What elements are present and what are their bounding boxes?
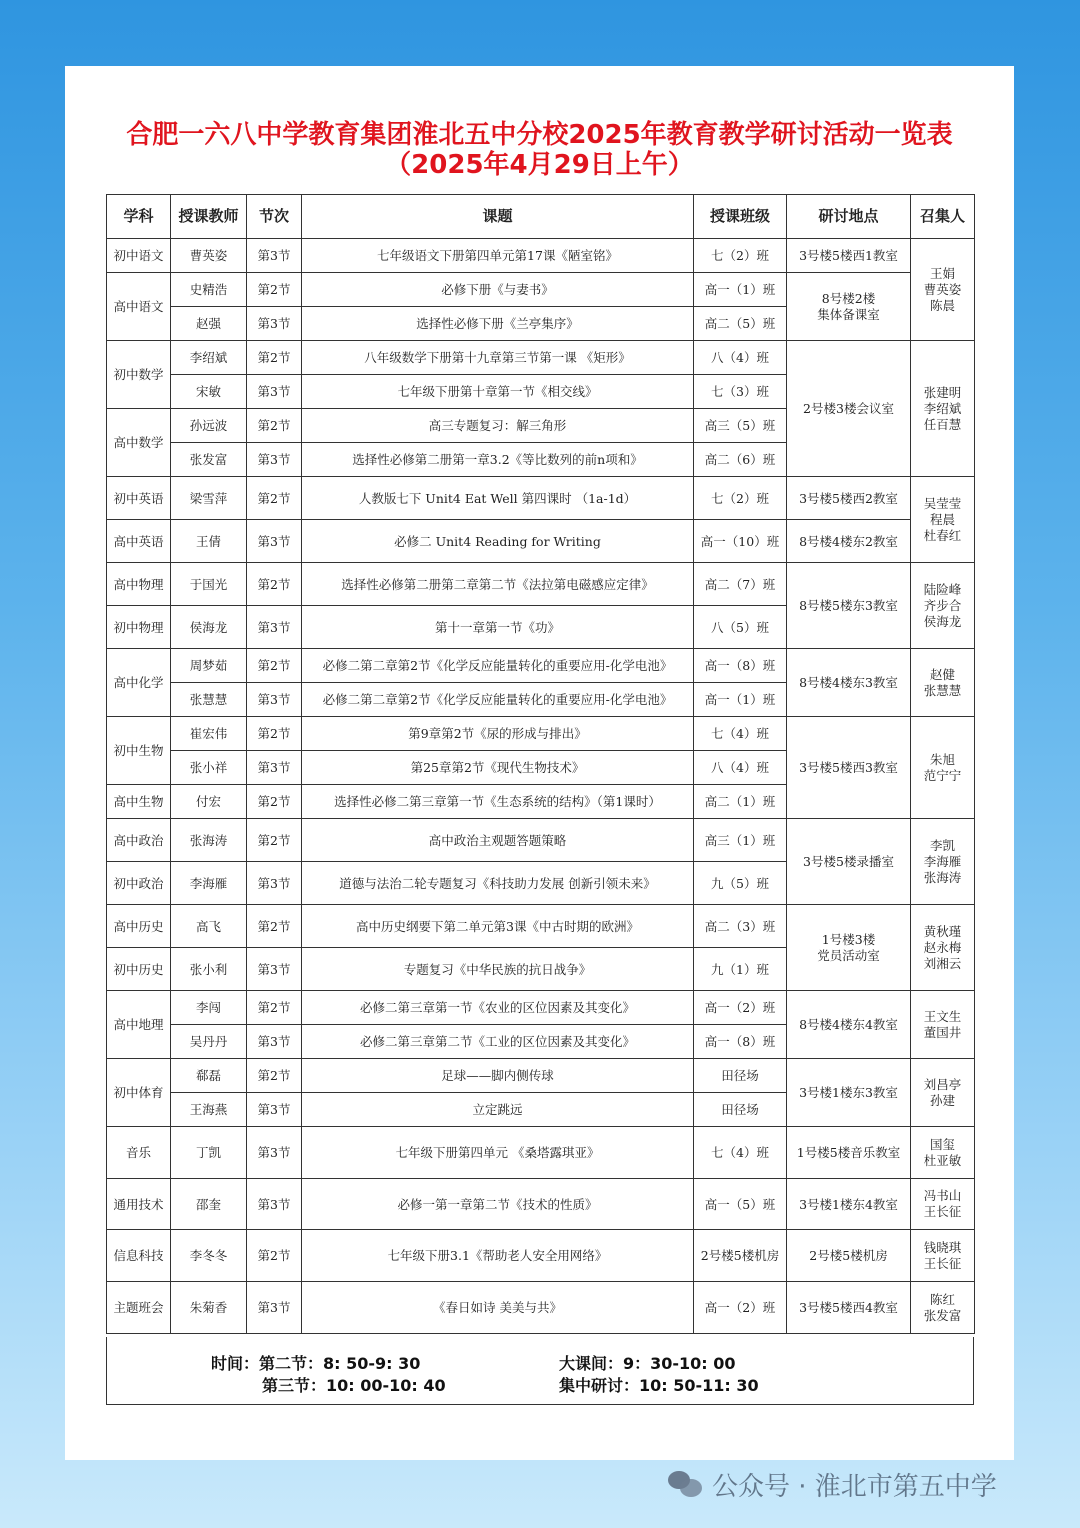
- class-cell: 高一（5）班: [694, 1179, 787, 1230]
- topic-cell: 七年级下册3.1《帮助老人安全用网络》: [302, 1230, 694, 1282]
- subject-cell: 初中数学: [107, 341, 171, 409]
- topic-cell: 七年级下册第十章第一节《相交线》: [302, 375, 694, 409]
- page-title: [65, 120, 1014, 180]
- table-row: [107, 1059, 975, 1093]
- teacher-cell: 付宏: [171, 785, 247, 819]
- topic-cell: 第9章第2节《尿的形成与排出》: [302, 717, 694, 751]
- teacher-cell: 孙远波: [171, 409, 247, 443]
- teacher-cell: 张慧慧: [171, 683, 247, 717]
- period-cell: 第3节: [247, 1093, 302, 1127]
- location-cell: 8号楼5楼东3教室: [787, 563, 911, 649]
- period-cell: 第2节: [247, 905, 302, 948]
- table-row: [107, 477, 975, 520]
- teacher-cell: 王海燕: [171, 1093, 247, 1127]
- topic-cell: 专题复习《中华民族的抗日战争》: [302, 948, 694, 991]
- subject-cell: 高中物理: [107, 563, 171, 606]
- class-cell: 七（2）班: [694, 477, 787, 520]
- schedule-table: [106, 194, 975, 1334]
- topic-cell: 七年级下册第四单元 《桑塔露琪亚》: [302, 1127, 694, 1179]
- title-line-2: （2025年4月29日上午）: [385, 150, 694, 180]
- topic-cell: 选择性必修第二册第一章3.2《等比数列的前n项和》: [302, 443, 694, 477]
- period-cell: 第3节: [247, 751, 302, 785]
- subject-cell: 高中英语: [107, 520, 171, 563]
- teacher-cell: 李绍斌: [171, 341, 247, 375]
- teacher-cell: 张小利: [171, 948, 247, 991]
- convener-cell: 张建明 李绍斌 任百慧: [911, 341, 975, 477]
- time-break: 大课间：9：30-10: 00: [559, 1354, 736, 1373]
- location-cell: 3号楼5楼西1教室: [787, 239, 911, 273]
- topic-cell: 八年级数学下册第十九章第三节第一课 《矩形》: [302, 341, 694, 375]
- convener-cell: 刘昌亭 孙建: [911, 1059, 975, 1127]
- teacher-cell: 李冬冬: [171, 1230, 247, 1282]
- subject-cell: 主题班会: [107, 1282, 171, 1334]
- subject-cell: 高中数学: [107, 409, 171, 477]
- teacher-cell: 张发富: [171, 443, 247, 477]
- teacher-cell: 曹英姿: [171, 239, 247, 273]
- teacher-cell: 周梦茹: [171, 649, 247, 683]
- table-row: [107, 239, 975, 273]
- class-cell: 八（4）班: [694, 341, 787, 375]
- subject-cell: 初中历史: [107, 948, 171, 991]
- topic-cell: 道德与法治二轮专题复习《科技助力发展 创新引领未来》: [302, 862, 694, 905]
- subject-cell: 初中政治: [107, 862, 171, 905]
- topic-cell: 必修二第二章第2节《化学反应能量转化的重要应用-化学电池》: [302, 683, 694, 717]
- title-line-1: 合肥一六八中学教育集团淮北五中分校2025年教育教学研讨活动一览表: [126, 120, 953, 150]
- location-cell: 2号楼5楼机房: [787, 1230, 911, 1282]
- period-cell: 第2节: [247, 477, 302, 520]
- period-cell: 第2节: [247, 717, 302, 751]
- table-row: [107, 520, 975, 563]
- teacher-cell: 梁雪萍: [171, 477, 247, 520]
- topic-cell: 足球——脚内侧传球: [302, 1059, 694, 1093]
- period-cell: 第3节: [247, 443, 302, 477]
- topic-cell: 必修二 Unit4 Reading for Writing: [302, 520, 694, 563]
- teacher-cell: 王倩: [171, 520, 247, 563]
- time-third-period: 第三节：10: 00-10: 40: [262, 1376, 446, 1395]
- topic-cell: 《春日如诗 美美与共》: [302, 1282, 694, 1334]
- header-subject: 学科: [107, 195, 171, 239]
- period-cell: 第3节: [247, 1127, 302, 1179]
- subject-cell: 高中生物: [107, 785, 171, 819]
- location-cell: 1号楼3楼 党员活动室: [787, 905, 911, 991]
- period-cell: 第2节: [247, 341, 302, 375]
- location-cell: 3号楼5楼西2教室: [787, 477, 911, 520]
- class-cell: 八（5）班: [694, 606, 787, 649]
- period-cell: 第3节: [247, 239, 302, 273]
- header-class: 授课班级: [694, 195, 787, 239]
- subject-cell: 高中历史: [107, 905, 171, 948]
- teacher-cell: 崔宏伟: [171, 717, 247, 751]
- teacher-cell: 于国光: [171, 563, 247, 606]
- subject-cell: 高中语文: [107, 273, 171, 341]
- location-cell: 1号楼5楼音乐教室: [787, 1127, 911, 1179]
- subject-cell: 音乐: [107, 1127, 171, 1179]
- convener-cell: 李凯 李海雁 张海涛: [911, 819, 975, 905]
- period-cell: 第3节: [247, 1179, 302, 1230]
- class-cell: 高一（2）班: [694, 1282, 787, 1334]
- period-cell: 第3节: [247, 375, 302, 409]
- subject-cell: 初中体育: [107, 1059, 171, 1127]
- class-cell: 高二（5）班: [694, 307, 787, 341]
- class-cell: 七（2）班: [694, 239, 787, 273]
- topic-cell: 立定跳远: [302, 1093, 694, 1127]
- topic-cell: 第25章第2节《现代生物技术》: [302, 751, 694, 785]
- table-row: [107, 717, 975, 751]
- period-cell: 第2节: [247, 563, 302, 606]
- convener-cell: 王娟 曹英姿 陈晨: [911, 239, 975, 341]
- table-row: [107, 563, 975, 606]
- location-cell: 3号楼5楼西4教室: [787, 1282, 911, 1334]
- time-research: 集中研讨：10: 50-11: 30: [559, 1376, 759, 1395]
- period-cell: 第2节: [247, 819, 302, 862]
- header-row: [107, 195, 975, 239]
- convener-cell: 赵健 张慧慧: [911, 649, 975, 717]
- location-cell: 3号楼1楼东3教室: [787, 1059, 911, 1127]
- period-cell: 第2节: [247, 273, 302, 307]
- subject-cell: 初中生物: [107, 717, 171, 785]
- time-second-period: 时间：第二节：8: 50-9: 30: [211, 1354, 421, 1373]
- class-cell: 七（3）班: [694, 375, 787, 409]
- location-cell: 8号楼4楼东2教室: [787, 520, 911, 563]
- table-row: [107, 273, 975, 307]
- teacher-cell: 郗磊: [171, 1059, 247, 1093]
- topic-cell: 高三专题复习：解三角形: [302, 409, 694, 443]
- header-period: 节次: [247, 195, 302, 239]
- convener-cell: 陆险峰 齐步合 侯海龙: [911, 563, 975, 649]
- topic-cell: 必修二第三章第二节《工业的区位因素及其变化》: [302, 1025, 694, 1059]
- topic-cell: 七年级语文下册第四单元第17课《陋室铭》: [302, 239, 694, 273]
- period-cell: 第3节: [247, 862, 302, 905]
- class-cell: 高一（2）班: [694, 991, 787, 1025]
- teacher-cell: 吴丹丹: [171, 1025, 247, 1059]
- period-cell: 第3节: [247, 1025, 302, 1059]
- period-cell: 第2节: [247, 409, 302, 443]
- class-cell: 高一（1）班: [694, 683, 787, 717]
- class-cell: 高二（3）班: [694, 905, 787, 948]
- table-row: [107, 1179, 975, 1230]
- teacher-cell: 李海雁: [171, 862, 247, 905]
- convener-cell: 国玺 杜亚敏: [911, 1127, 975, 1179]
- location-cell: 3号楼5楼西3教室: [787, 717, 911, 819]
- schedule-footer: [106, 1337, 974, 1405]
- location-cell: 3号楼1楼东4教室: [787, 1179, 911, 1230]
- convener-cell: 朱旭 范宁宁: [911, 717, 975, 819]
- convener-cell: 陈红 张发富: [911, 1282, 975, 1334]
- topic-cell: 必修下册《与妻书》: [302, 273, 694, 307]
- class-cell: 高一（1）班: [694, 273, 787, 307]
- subject-cell: 信息科技: [107, 1230, 171, 1282]
- convener-cell: 黄秋瑾 赵永梅 刘湘云: [911, 905, 975, 991]
- subject-cell: 高中地理: [107, 991, 171, 1059]
- subject-cell: 初中英语: [107, 477, 171, 520]
- convener-cell: 冯书山 王长征: [911, 1179, 975, 1230]
- location-cell: 8号楼2楼 集体备课室: [787, 273, 911, 341]
- table-row: [107, 1282, 975, 1334]
- teacher-cell: 赵强: [171, 307, 247, 341]
- teacher-cell: 朱菊香: [171, 1282, 247, 1334]
- class-cell: 七（4）班: [694, 717, 787, 751]
- class-cell: 九（5）班: [694, 862, 787, 905]
- header-convener: 召集人: [911, 195, 975, 239]
- class-cell: 高三（5）班: [694, 409, 787, 443]
- period-cell: 第3节: [247, 606, 302, 649]
- class-cell: 高一（10）班: [694, 520, 787, 563]
- header-location: 研讨地点: [787, 195, 911, 239]
- class-cell: 2号楼5楼机房: [694, 1230, 787, 1282]
- teacher-cell: 李闯: [171, 991, 247, 1025]
- table-row: [107, 991, 975, 1025]
- period-cell: 第3节: [247, 948, 302, 991]
- table-row: [107, 905, 975, 948]
- period-cell: 第2节: [247, 1059, 302, 1093]
- convener-cell: 王文生 董国井: [911, 991, 975, 1059]
- subject-cell: 通用技术: [107, 1179, 171, 1230]
- subject-cell: 初中语文: [107, 239, 171, 273]
- class-cell: 田径场: [694, 1093, 787, 1127]
- class-cell: 八（4）班: [694, 751, 787, 785]
- teacher-cell: 史精浩: [171, 273, 247, 307]
- class-cell: 高二（6）班: [694, 443, 787, 477]
- subject-cell: 高中化学: [107, 649, 171, 717]
- topic-cell: 必修二第二章第2节《化学反应能量转化的重要应用-化学电池》: [302, 649, 694, 683]
- table-row: [107, 1127, 975, 1179]
- period-cell: 第2节: [247, 785, 302, 819]
- convener-cell: 钱晓琪 王长征: [911, 1230, 975, 1282]
- period-cell: 第2节: [247, 1230, 302, 1282]
- class-cell: 高二（1）班: [694, 785, 787, 819]
- teacher-cell: 张小祥: [171, 751, 247, 785]
- table-row: [107, 649, 975, 683]
- teacher-cell: 侯海龙: [171, 606, 247, 649]
- topic-cell: 选择性必修下册《兰亭集序》: [302, 307, 694, 341]
- header-teacher: 授课教师: [171, 195, 247, 239]
- subject-cell: 初中物理: [107, 606, 171, 649]
- topic-cell: 高中历史纲要下第二单元第3课《中古时期的欧洲》: [302, 905, 694, 948]
- topic-cell: 高中政治主观题答题策略: [302, 819, 694, 862]
- class-cell: 九（1）班: [694, 948, 787, 991]
- class-cell: 高一（8）班: [694, 1025, 787, 1059]
- class-cell: 田径场: [694, 1059, 787, 1093]
- class-cell: 七（4）班: [694, 1127, 787, 1179]
- topic-cell: 选择性必修第二册第二章第二节《法拉第电磁感应定律》: [302, 563, 694, 606]
- class-cell: 高二（7）班: [694, 563, 787, 606]
- location-cell: 2号楼3楼会议室: [787, 341, 911, 477]
- period-cell: 第3节: [247, 683, 302, 717]
- brand-text: 公众号 · 淮北市第五中学: [712, 1471, 997, 1502]
- class-cell: 高三（1）班: [694, 819, 787, 862]
- teacher-cell: 宋敏: [171, 375, 247, 409]
- wechat-icon: [668, 1469, 704, 1499]
- period-cell: 第3节: [247, 1282, 302, 1334]
- period-cell: 第3节: [247, 520, 302, 563]
- teacher-cell: 张海涛: [171, 819, 247, 862]
- topic-cell: 必修一第一章第二节《技术的性质》: [302, 1179, 694, 1230]
- table-row: [107, 1230, 975, 1282]
- topic-cell: 必修二第三章第一节《农业的区位因素及其变化》: [302, 991, 694, 1025]
- teacher-cell: 丁凯: [171, 1127, 247, 1179]
- location-cell: 8号楼4楼东3教室: [787, 649, 911, 717]
- table-row: [107, 819, 975, 862]
- period-cell: 第2节: [247, 991, 302, 1025]
- topic-cell: 人教版七下 Unit4 Eat Well 第四课时 （1a-1d）: [302, 477, 694, 520]
- wechat-brand: [668, 1462, 997, 1506]
- convener-cell: 吴莹莹 程晨 杜春红: [911, 477, 975, 563]
- period-cell: 第2节: [247, 649, 302, 683]
- location-cell: 8号楼4楼东4教室: [787, 991, 911, 1059]
- topic-cell: 第十一章第一节《功》: [302, 606, 694, 649]
- period-cell: 第3节: [247, 307, 302, 341]
- class-cell: 高一（8）班: [694, 649, 787, 683]
- location-cell: 3号楼5楼录播室: [787, 819, 911, 905]
- table-row: [107, 341, 975, 375]
- header-topic: 课题: [302, 195, 694, 239]
- teacher-cell: 高飞: [171, 905, 247, 948]
- subject-cell: 高中政治: [107, 819, 171, 862]
- teacher-cell: 邵奎: [171, 1179, 247, 1230]
- topic-cell: 选择性必修二第三章第一节《生态系统的结构》（第1课时）: [302, 785, 694, 819]
